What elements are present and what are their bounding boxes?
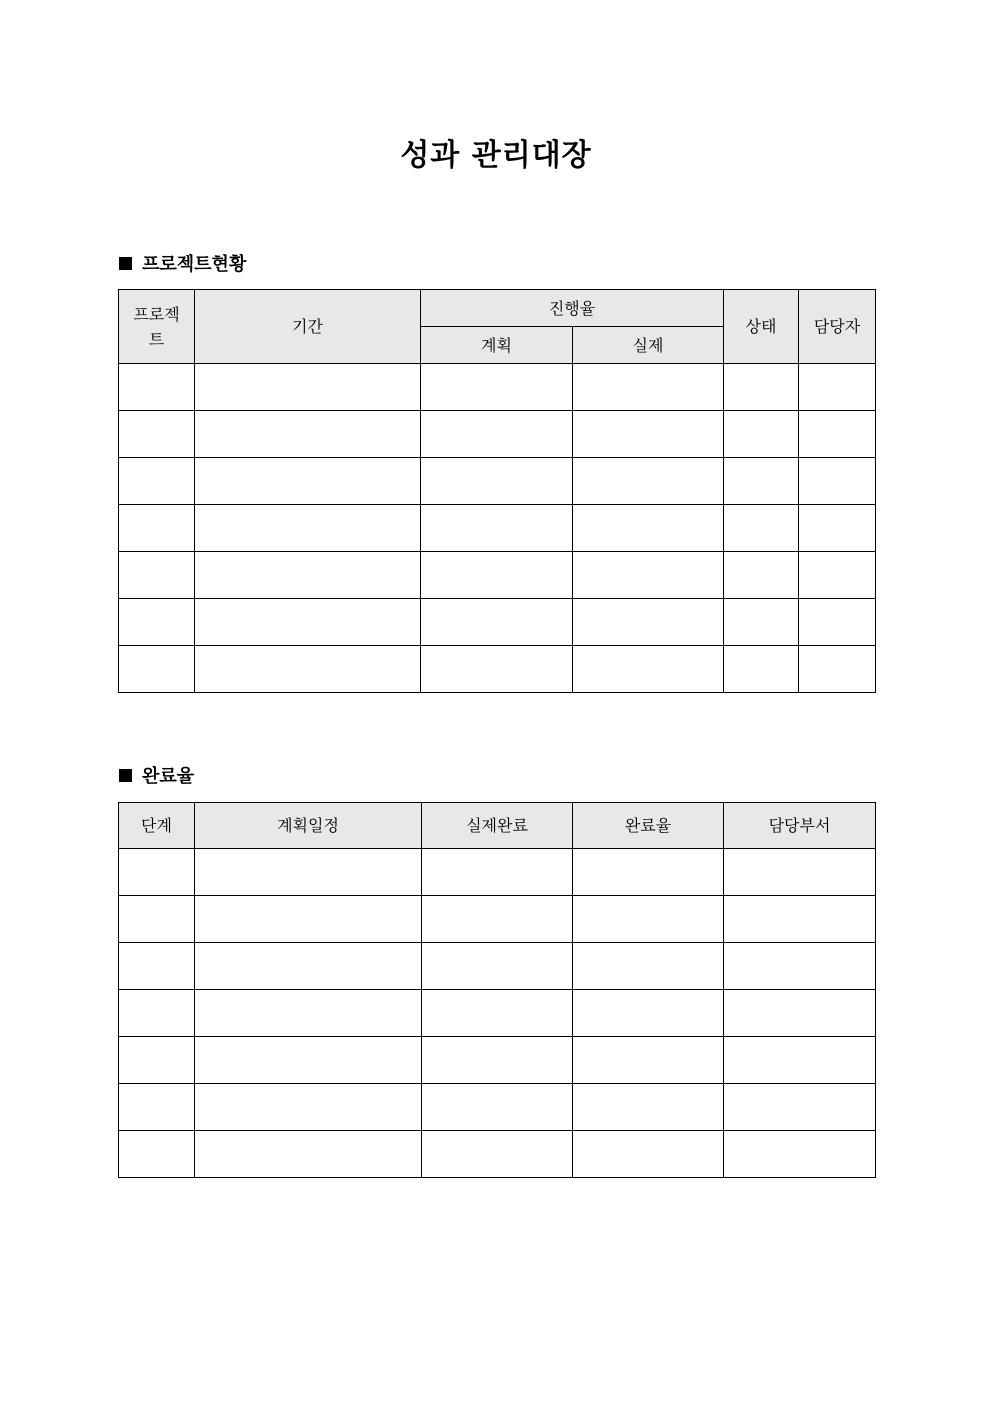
table-cell[interactable] [799, 411, 876, 458]
table-row [119, 364, 876, 411]
section-heading-label: 프로젝트현황 [142, 254, 247, 275]
table-cell[interactable] [119, 458, 195, 505]
table-cell[interactable] [573, 990, 724, 1037]
table-cell[interactable] [799, 505, 876, 552]
header-stage: 단계 [119, 803, 195, 849]
header-owner: 담당자 [799, 290, 876, 364]
table-cell[interactable] [724, 552, 799, 599]
table-cell[interactable] [119, 990, 195, 1037]
table-cell[interactable] [119, 505, 195, 552]
table-cell[interactable] [573, 552, 724, 599]
header-project: 프로젝트 [119, 290, 195, 364]
table-cell[interactable] [195, 1131, 422, 1178]
square-bullet-icon [119, 769, 132, 782]
table-cell[interactable] [422, 1084, 573, 1131]
table-cell[interactable] [195, 364, 421, 411]
table-row [119, 411, 876, 458]
table-cell[interactable] [195, 411, 421, 458]
table-cell[interactable] [724, 849, 876, 896]
table-cell[interactable] [421, 646, 573, 693]
header-planned: 계획 [421, 327, 573, 364]
table-row [119, 943, 876, 990]
table-cell[interactable] [724, 1084, 876, 1131]
table-cell[interactable] [724, 411, 799, 458]
table-row [119, 896, 876, 943]
header-department: 담당부서 [724, 803, 876, 849]
table-cell[interactable] [724, 990, 876, 1037]
table-cell[interactable] [422, 896, 573, 943]
table-header-row [119, 803, 876, 849]
table-cell[interactable] [724, 896, 876, 943]
section-heading-project-status [119, 252, 246, 278]
table-cell[interactable] [799, 646, 876, 693]
header-period: 기간 [195, 290, 421, 364]
table-cell[interactable] [573, 849, 724, 896]
table-row [119, 505, 876, 552]
table-cell[interactable] [573, 646, 724, 693]
table-cell[interactable] [195, 1037, 422, 1084]
table-cell[interactable] [421, 364, 573, 411]
table-cell[interactable] [724, 943, 876, 990]
table-row [119, 1084, 876, 1131]
table-cell[interactable] [119, 599, 195, 646]
table-cell[interactable] [724, 1131, 876, 1178]
table-cell[interactable] [195, 599, 421, 646]
table-cell[interactable] [119, 552, 195, 599]
table-cell[interactable] [195, 943, 422, 990]
header-progress: 진행율 [421, 290, 724, 327]
table-cell[interactable] [724, 1037, 876, 1084]
table-cell[interactable] [573, 1131, 724, 1178]
header-completion-rate: 완료율 [573, 803, 724, 849]
table-cell[interactable] [573, 896, 724, 943]
project-status-table [118, 289, 876, 693]
table-cell[interactable] [724, 505, 799, 552]
table-row [119, 599, 876, 646]
table-row [119, 990, 876, 1037]
header-planned-schedule: 계획일정 [195, 803, 422, 849]
table-cell[interactable] [119, 411, 195, 458]
table-cell[interactable] [422, 849, 573, 896]
table-cell[interactable] [119, 1037, 195, 1084]
table-cell[interactable] [195, 458, 421, 505]
table-cell[interactable] [422, 1037, 573, 1084]
table-cell[interactable] [573, 411, 724, 458]
square-bullet-icon [119, 257, 132, 270]
table-cell[interactable] [119, 896, 195, 943]
table-cell[interactable] [119, 849, 195, 896]
table-cell[interactable] [573, 1084, 724, 1131]
table-cell[interactable] [573, 505, 724, 552]
section-heading-completion-rate [119, 764, 194, 790]
table-cell[interactable] [119, 943, 195, 990]
table-cell[interactable] [573, 1037, 724, 1084]
table-cell[interactable] [724, 364, 799, 411]
header-actual: 실제 [573, 327, 724, 364]
table-cell[interactable] [421, 552, 573, 599]
table-cell[interactable] [421, 599, 573, 646]
table-cell[interactable] [195, 646, 421, 693]
table-cell[interactable] [573, 458, 724, 505]
table-cell[interactable] [422, 990, 573, 1037]
table-cell[interactable] [573, 599, 724, 646]
table-cell[interactable] [573, 364, 724, 411]
table-cell[interactable] [195, 990, 422, 1037]
document-title: 성과 관리대장 [400, 138, 592, 173]
table-cell[interactable] [573, 943, 724, 990]
table-cell[interactable] [119, 646, 195, 693]
table-row [119, 458, 876, 505]
table-cell[interactable] [799, 458, 876, 505]
table-cell[interactable] [119, 1084, 195, 1131]
table-row [119, 1037, 876, 1084]
table-cell[interactable] [799, 599, 876, 646]
table-cell[interactable] [119, 1131, 195, 1178]
table-cell[interactable] [195, 505, 421, 552]
table-cell[interactable] [421, 411, 573, 458]
table-cell[interactable] [799, 364, 876, 411]
table-cell[interactable] [195, 849, 422, 896]
header-status: 상태 [724, 290, 799, 364]
table-row [119, 849, 876, 896]
table-cell[interactable] [724, 458, 799, 505]
table-cell[interactable] [422, 1131, 573, 1178]
table-cell[interactable] [421, 458, 573, 505]
table-cell[interactable] [119, 364, 195, 411]
table-header-row [119, 290, 876, 327]
table-row [119, 1131, 876, 1178]
table-row [119, 646, 876, 693]
table-cell[interactable] [421, 505, 573, 552]
header-actual-completion: 실제완료 [422, 803, 573, 849]
table-cell[interactable] [195, 1084, 422, 1131]
section-heading-label: 완료율 [142, 766, 195, 787]
table-cell[interactable] [422, 943, 573, 990]
table-cell[interactable] [724, 646, 799, 693]
table-cell[interactable] [195, 896, 422, 943]
completion-rate-table [118, 802, 876, 1178]
table-cell[interactable] [195, 552, 421, 599]
table-row [119, 552, 876, 599]
table-cell[interactable] [799, 552, 876, 599]
table-cell[interactable] [724, 599, 799, 646]
